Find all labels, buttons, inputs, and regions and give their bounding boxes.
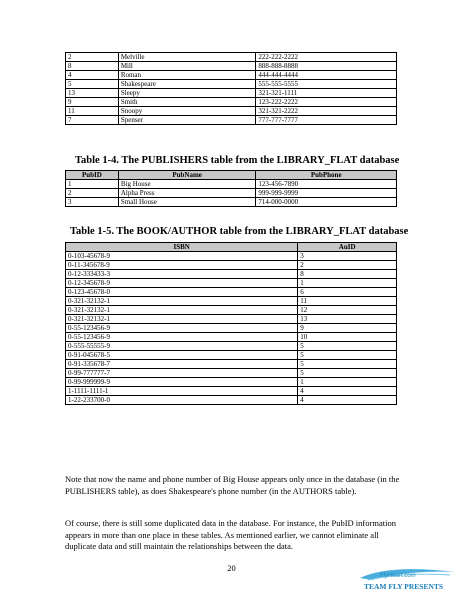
table-cell: 0-321-32132-1: [66, 315, 298, 324]
logo-brand-text: TEAM FLY PRESENTS: [364, 582, 444, 591]
publishers-table-caption: Table 1-4. The PUBLISHERS table from the LIBRARY_FLAT database: [75, 155, 400, 166]
table-row: [66, 333, 397, 342]
table-row: [66, 116, 397, 125]
team-fly-logo: [350, 566, 462, 598]
table-cell: Spenser: [118, 116, 256, 125]
column-header: AuID: [298, 243, 397, 252]
table-cell: 9: [298, 324, 397, 333]
table-row: [66, 107, 397, 116]
table-cell: 5: [298, 342, 397, 351]
publishers-table: [65, 170, 397, 207]
table-cell: 0-321-32132-1: [66, 297, 298, 306]
table-cell: 888-888-8888: [256, 62, 397, 71]
table-row: [66, 315, 397, 324]
table-cell: Shakespeare: [118, 80, 256, 89]
table-row: [66, 98, 397, 107]
table-cell: 0-11-345678-9: [66, 261, 298, 270]
table-cell: 5: [66, 80, 119, 89]
table-row: [66, 351, 397, 360]
table-header-row: [66, 243, 397, 252]
book-author-table-caption: Table 1-5. The BOOK/AUTHOR table from the LIBRARY_FLAT database: [70, 226, 409, 237]
authors-table: [65, 52, 397, 125]
table-cell: 7: [66, 116, 119, 125]
table-row: [66, 369, 397, 378]
table-cell: 444-444-4444: [256, 71, 397, 80]
table-row: [66, 360, 397, 369]
table-row: [66, 378, 397, 387]
paragraph: Of course, there is still some duplicated data in the database. For instance, the PubID information appears in more than one place in these tables. As mentioned earlier, we cannot eliminate all duplicate data and still maintain the relationships between the data.: [65, 518, 396, 551]
table-cell: 777-777-7777: [256, 116, 397, 125]
paragraph: Note that now the name and phone number of Big House appears only once in the database (in the PUBLISHERS table), as does Shakespeare's phone number (in the AUTHORS table).: [65, 474, 400, 496]
table-cell: 4: [66, 71, 119, 80]
table-row: [66, 189, 397, 198]
table-row: [66, 342, 397, 351]
table-row: [66, 198, 397, 207]
table-cell: Melville: [118, 53, 256, 62]
table-cell: 11: [298, 297, 397, 306]
table-cell: 0-91-335678-7: [66, 360, 298, 369]
table-cell: 0-55-123456-9: [66, 324, 298, 333]
table-cell: 123-222-2222: [256, 98, 397, 107]
table-cell: 2: [66, 53, 119, 62]
table-cell: 0-123-45678-0: [66, 288, 298, 297]
table-cell: 222-222-2222: [256, 53, 397, 62]
table-cell: 4: [298, 396, 397, 405]
table-row: [66, 288, 397, 297]
table-cell: 0-99-999999-9: [66, 378, 298, 387]
table-cell: 3: [298, 252, 397, 261]
table-cell: 2: [66, 189, 119, 198]
table-row: [66, 62, 397, 71]
table-cell: 10: [298, 333, 397, 342]
table-cell: 0-12-333433-3: [66, 270, 298, 279]
table-cell: 0-91-045678-5: [66, 351, 298, 360]
table-cell: 9: [66, 98, 119, 107]
table-cell: 555-555-5555: [256, 80, 397, 89]
table-row: [66, 80, 397, 89]
table-cell: Alpha Press: [118, 189, 256, 198]
table-cell: 3: [66, 198, 119, 207]
table-cell: Roman: [118, 71, 256, 80]
table-cell: 8: [298, 270, 397, 279]
table-row: [66, 387, 397, 396]
table-cell: 13: [66, 89, 119, 98]
table-cell: 1: [298, 279, 397, 288]
table-row: [66, 270, 397, 279]
table-cell: Snoopy: [118, 107, 256, 116]
table-row: [66, 180, 397, 189]
column-header: PubPhone: [256, 171, 397, 180]
column-header: ISBN: [66, 243, 298, 252]
table-cell: 0-321-32132-1: [66, 306, 298, 315]
table-row: [66, 324, 397, 333]
table-cell: 12: [298, 306, 397, 315]
table-cell: 0-99-777777-7: [66, 369, 298, 378]
table-cell: 0-12-345678-9: [66, 279, 298, 288]
logo-site-text: FlyHeart.com: [380, 573, 416, 579]
table-cell: 714-000-0000: [256, 198, 397, 207]
table-row: [66, 89, 397, 98]
table-cell: 6: [298, 288, 397, 297]
table-cell: 5: [298, 351, 397, 360]
table-cell: 5: [298, 360, 397, 369]
table-cell: 1: [298, 378, 397, 387]
table-header-row: [66, 171, 397, 180]
table-cell: 321-321-2222: [256, 107, 397, 116]
table-cell: 1-1111-1111-1: [66, 387, 298, 396]
table-cell: 999-999-9999: [256, 189, 397, 198]
table-cell: 8: [66, 62, 119, 71]
table-row: [66, 261, 397, 270]
table-cell: 0-103-45678-9: [66, 252, 298, 261]
table-cell: 1-22-233700-0: [66, 396, 298, 405]
column-header: PubName: [118, 171, 256, 180]
table-cell: 11: [66, 107, 119, 116]
table-cell: Mill: [118, 62, 256, 71]
page-number: 20: [227, 563, 236, 573]
column-header: PubID: [66, 171, 119, 180]
table-cell: Small House: [118, 198, 256, 207]
table-cell: 13: [298, 315, 397, 324]
table-cell: 4: [298, 387, 397, 396]
table-cell: 2: [298, 261, 397, 270]
table-cell: Smith: [118, 98, 256, 107]
table-row: [66, 71, 397, 80]
table-row: [66, 306, 397, 315]
table-cell: Sleepy: [118, 89, 256, 98]
table-row: [66, 396, 397, 405]
table-row: [66, 252, 397, 261]
table-cell: 1: [66, 180, 119, 189]
table-row: [66, 53, 397, 62]
table-cell: 123-456-7890: [256, 180, 397, 189]
table-cell: 0-55-123456-9: [66, 333, 298, 342]
table-cell: 5: [298, 369, 397, 378]
table-row: [66, 279, 397, 288]
book-author-table: [65, 242, 397, 405]
table-cell: Big House: [118, 180, 256, 189]
table-cell: 321-321-1111: [256, 89, 397, 98]
table-row: [66, 297, 397, 306]
table-cell: 0-555-55555-9: [66, 342, 298, 351]
